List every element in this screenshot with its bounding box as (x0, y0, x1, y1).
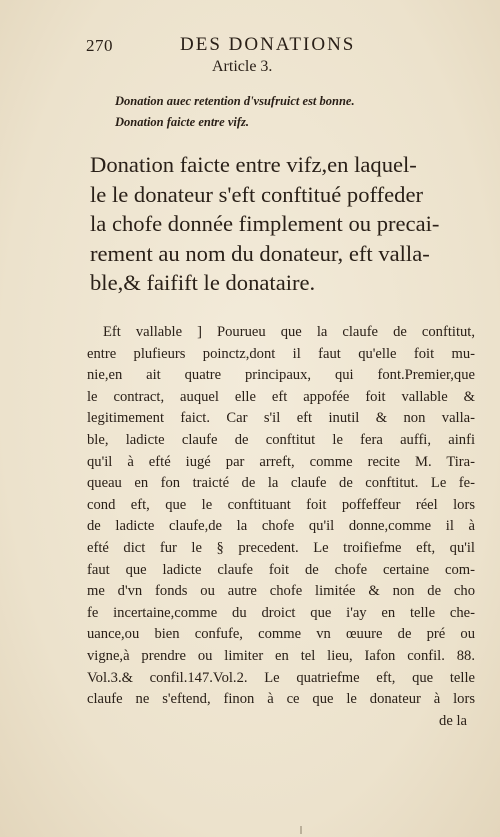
body-line: Vol.3.& confil.147.Vol.2. Le quatriefme eft, que telle (87, 669, 475, 686)
summary-line: la chofe donnée fimplement ou precai- (90, 211, 440, 236)
body-line: ble, ladicte claufe de conftitut le fera auffi, ainfi (87, 431, 475, 448)
body-line: uance,ou bien confufe, comme vn œuure de pré ou (87, 626, 475, 643)
body-line: nie,en ait quatre principaux, qui font.Premier,que (87, 367, 475, 384)
gutter-mark (300, 826, 302, 834)
running-head: DES DONATIONS (180, 34, 356, 55)
article-summary (90, 150, 468, 298)
body-line: le contract, auquel elle eft appofée foit vallable & (87, 388, 475, 405)
body-line: entre plufieurs poinctz,dont il faut qu'elle foit mu- (87, 345, 475, 362)
body-line: fe incertaine,comme du droict que i'ay en telle che- (87, 604, 475, 621)
article-heading: Article 3. (212, 58, 273, 75)
summary-line: Donation faicte entre vifz,en laquel- (90, 152, 417, 177)
body-line: claufe ne s'eftend, finon à ce que le donateur à lors (87, 691, 475, 708)
commentary-text (87, 322, 475, 732)
body-line: Eft vallable ] Pourueu que la claufe de conftitut, (103, 324, 475, 340)
summary-line: le le donateur s'eft conftitué poffeder (90, 181, 424, 207)
marginal-note: Donation faicte entre vifz. (115, 115, 250, 129)
body-line: de ladicte claufe,de la chofe qu'il donne,comme il à (87, 518, 475, 535)
summary-line: rement au nom du donateur, eft valla- (90, 240, 430, 266)
body-line: qu'il à efté iugé par arreft, comme recite M. Tira- (87, 453, 475, 470)
page-number: 270 (86, 36, 113, 55)
body-line: queau en fon traicté de la claufe de conftitut. Le fe- (87, 475, 475, 492)
body-line: vigne,à prendre ou limiter en tel lieu, Iafon confil. 88. (87, 647, 475, 664)
summary-line: ble,& faifift le donataire. (90, 270, 316, 295)
marginal-note: Donation auec retention d'vsufruict est bonne. (115, 94, 355, 108)
body-line: legitimement faict. Car s'il eft inutil & non valla- (87, 410, 475, 427)
body-line: me d'vn fonds ou autre chofe limitée & non de cho (87, 583, 475, 600)
body-line: efté dict fur le § precedent. Le troifiefme eft, qu'il (87, 539, 475, 556)
body-line: faut que ladicte claufe foit de chofe certaine com- (87, 561, 475, 578)
catchword: de la (439, 712, 467, 729)
body-line: cond eft, que le conftituant foit poffeffeur réel lors (87, 496, 475, 513)
